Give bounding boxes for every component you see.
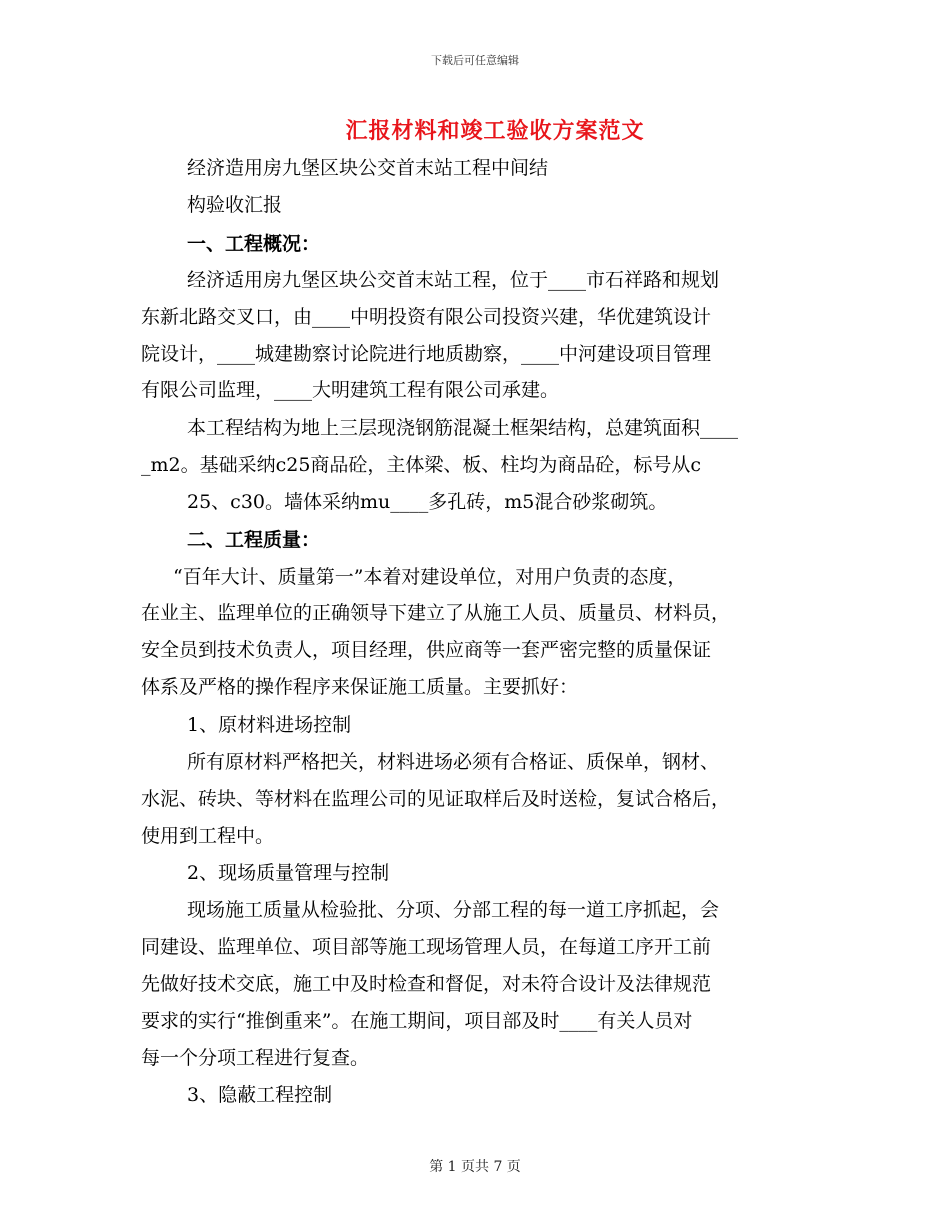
subtitle-line-1: 经济造用房九堡区块公交首末站工程中间结 — [187, 157, 549, 179]
paragraph-line: 要求的实行“推倒重来”。在施工期间，项目部及时____有关人员对 — [141, 1010, 693, 1032]
paragraph-line: 院设计，____城建勘察讨论院进行地质勘察，____中河建设项目管理 — [141, 343, 712, 365]
paragraph-line: 在业主、监理单位的正确领导下建立了从施工人员、质量员、材料员， — [141, 602, 731, 624]
paragraph-line: “百年大计、质量第一”本着对建设单位，对用户负责的态度， — [173, 566, 687, 588]
paragraph-line: 经济适用房九堡区块公交首末站工程，位于____市石祥路和规划 — [187, 269, 720, 291]
paragraph-line: 有限公司监理，____大明建筑工程有限公司承建。 — [141, 379, 560, 401]
document-title: 汇报材料和竣工验收方案范文 — [345, 118, 645, 144]
header-note: 下载后可任意编辑 — [431, 54, 519, 67]
paragraph-line: 使用到工程中。 — [141, 825, 275, 847]
paragraph-line: 东新北路交叉口，由____中明投资有限公司投资兴建，华优建筑设计 — [141, 306, 712, 328]
subsection-heading-1: 1、原材料进场控制 — [187, 714, 352, 736]
section-heading-quality: 二、工程质量： — [187, 529, 321, 551]
paragraph-line: 同建设、监理单位、项目部等施工现场管理人员，在每道工序开工前 — [141, 936, 712, 958]
paragraph-line: 所有原材料严格把关，材料进场必须有合格证、质保单，钢材、 — [187, 751, 720, 773]
section-heading-overview: 一、工程概况： — [187, 233, 321, 255]
paragraph-line: _m2。基础采纳c25商品砼，主体梁、板、柱均为商品砼，标号从c — [141, 454, 702, 476]
subsection-heading-3: 3、隐蔽工程控制 — [187, 1084, 333, 1106]
paragraph-line: 本工程结构为地上三层现浇钢筋混凝土框架结构，总建筑面积____ — [187, 417, 739, 439]
subsection-heading-2: 2、现场质量管理与控制 — [187, 862, 390, 884]
page-number-footer: 第 1 页共 7 页 — [429, 1159, 521, 1175]
paragraph-line: 体系及严格的操作程序来保证施工质量。主要抓好： — [141, 676, 579, 698]
paragraph-line: 25、c30。墙体采纳mu____多孔砖，m5混合砂浆砌筑。 — [187, 491, 668, 513]
subtitle-line-2: 构验收汇报 — [187, 194, 283, 216]
paragraph-line: 先做好技术交底，施工中及时检查和督促，对未符合设计及法律规范 — [141, 973, 712, 995]
paragraph-line: 每一个分项工程进行复查。 — [141, 1047, 370, 1069]
paragraph-line: 安全员到技术负责人，项目经理，供应商等一套严密完整的质量保证 — [141, 639, 712, 661]
paragraph-line: 现场施工质量从检验批、分项、分部工程的每一道工序抓起，会 — [187, 899, 720, 921]
paragraph-line: 水泥、砖块、等材料在监理公司的见证取样后及时送检，复试合格后， — [141, 788, 731, 810]
